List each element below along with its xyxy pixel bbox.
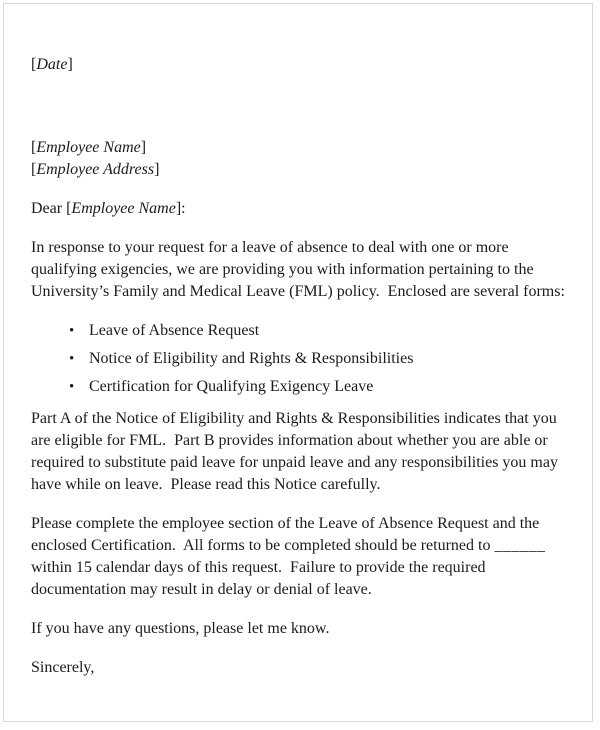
bracket-open: [ [31, 56, 37, 73]
closing-line: Sincerely, [31, 659, 95, 676]
bracket-close: ] [140, 139, 147, 156]
enclosed-forms-list [31, 320, 572, 398]
return-paragraph-text: Please complete the employee section of the Leave of Absence Request and the enclosed Certification. All forms to be completed should be returned to [31, 515, 544, 554]
notice-paragraph: Part A of the Notice of Eligibility and Rights & Responsibilities indicates that you are eligible for FML. Part B provides information about whether you are able or required to substitute paid leave for unpaid leave and any responsibilities you may have while on leave. Please read this Notice carefully. [31, 410, 562, 493]
return-paragraph [31, 513, 572, 601]
salutation-name-placeholder: Employee Name [71, 200, 176, 217]
bullet-icon: • [69, 379, 75, 395]
date-line [31, 54, 572, 76]
intro-paragraph: In response to your request for a leave of absence to deal with one or more qualifying exigencies, we are providing you with information pertaining to the University’s Family and Medical Leave (FML) policy. Enclosed are several forms: [31, 239, 565, 300]
recipient-name-line [31, 137, 572, 159]
list-item-label: Certification for Qualifying Exigency Leave [89, 378, 374, 395]
bracket-close: ] [175, 200, 182, 217]
salutation-prefix: Dear [31, 200, 67, 217]
bracket-open: [ [31, 161, 37, 178]
recipient-address-line [31, 159, 572, 181]
list-item-label: Leave of Absence Request [89, 322, 260, 339]
list-item-label: Notice of Eligibility and Rights & Responsibilities [89, 350, 414, 367]
questions-line: If you have any questions, please let me know. [31, 620, 330, 637]
bullet-icon: • [69, 351, 75, 367]
spacer [31, 76, 572, 137]
bracket-close: ] [154, 161, 160, 178]
bracket-open: [ [66, 200, 72, 217]
salutation-line [31, 198, 572, 220]
letter-page [3, 3, 593, 722]
bracket-close: ] [67, 56, 73, 73]
list-item [69, 348, 572, 370]
spacer [31, 181, 572, 198]
salutation-suffix: : [181, 200, 186, 217]
list-item [69, 320, 572, 342]
employee-name-placeholder: Employee Name [36, 139, 141, 156]
employee-address-placeholder: Employee Address [36, 161, 155, 178]
bullet-icon: • [69, 323, 75, 339]
return-paragraph-text: within 15 calendar days of this request. Failure to provide the required documentation may result in delay or denial of leave. [31, 537, 550, 598]
fill-in-blank: ______ [494, 537, 546, 554]
list-item [69, 376, 572, 398]
date-placeholder: Date [36, 56, 68, 73]
bracket-open: [ [31, 139, 37, 156]
